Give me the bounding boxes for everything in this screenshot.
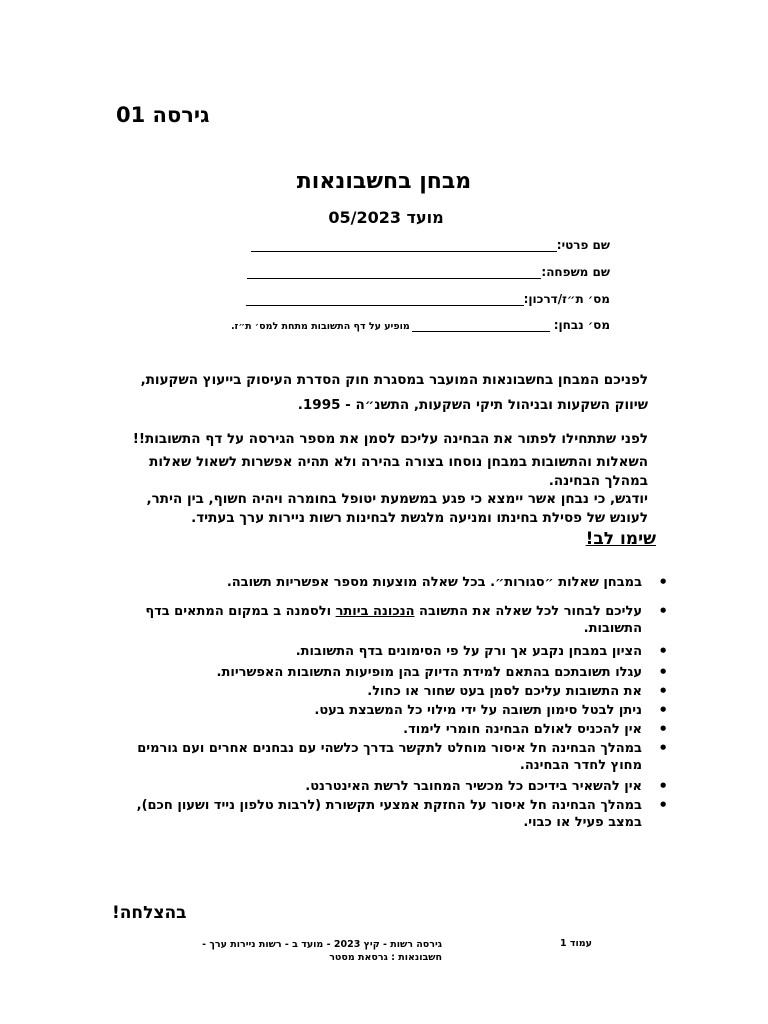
id-label: מס׳ ת״ז/דרכון: xyxy=(523,292,610,306)
version-instruction: לפני שתתחילו לפתור את הבחינה עליכם לסמן את מספר הגירסה על דף התשובות!! xyxy=(132,431,648,447)
footer-line-2: חשבונאות : גרסאת מסטר xyxy=(329,952,442,963)
last-name-label: שם משפחה: xyxy=(541,265,610,279)
rules-list xyxy=(124,574,672,831)
rule-item: • את התשובות עליכם לסמן בעט שחור או כחול. xyxy=(124,683,672,700)
rule-item: • ניתן לבטל סימון תשובה על ידי מילוי כל המשבצת בעט. xyxy=(124,702,672,719)
exam-title: מבחן בחשבונאות xyxy=(296,169,472,194)
first-name-label: שם פרטי: xyxy=(556,238,610,252)
version-label: גירסה 01 xyxy=(116,103,210,127)
footer-info xyxy=(112,938,442,964)
rule-text: ולסמנה ב במקום המתאים בדף התשובות. xyxy=(145,604,642,636)
rule-item: • במהלך הבחינה חל איסור מוחלט לתקשר בדרך כלשהי עם נבחנים אחרים ועם גורמים מחוץ לחדר הבחינה. xyxy=(124,740,672,774)
id-field xyxy=(230,292,610,306)
exam-number-line xyxy=(412,319,550,332)
discipline-note: יודגש, כי נבחן אשר יימצא כי פגע במשמעת יטופל בחומרה ויהיה חשוף, בין היתר, לעונש של פסילת בחינתו ומניעה מלגשת לבחינות רשות ניירות ערך בעתיד. xyxy=(146,491,648,526)
rule-text: עליכם לבחור לכל שאלה את התשובה xyxy=(414,604,642,619)
exam-session: מועד 05/2023 xyxy=(328,208,444,227)
rule-item: • עגלו תשובתכם בהתאם למידת הדיוק בהן מופיעות התשובות האפשריות. xyxy=(124,664,672,681)
exam-number-note: מופיע על דף התשובות מתחת למס׳ ת״ז. xyxy=(230,321,410,332)
first-name-field xyxy=(230,238,610,252)
page-number: עמוד 1 xyxy=(560,938,592,949)
first-name-line xyxy=(251,239,557,252)
intro-line-1: לפניכם המבחן בחשבונאות המועבר במסגרת חוק הסדרת העיסוק בייעוץ השקעות, xyxy=(140,372,648,388)
rule-item: • אין להכניס לאולם הבחינה חומרי לימוד. xyxy=(124,721,672,738)
rule-item: • הציון במבחן נקבע אך ורק על פי הסימונים בדף התשובות. xyxy=(124,643,672,660)
id-line xyxy=(246,293,524,306)
last-name-line xyxy=(247,266,541,279)
closing-text: בהצלחה! xyxy=(112,903,187,923)
clarity-note: השאלות והתשובות במבחן נוסחו בצורה בהירה ולא תהיה אפשרות לשאול שאלות במהלך הבחינה. xyxy=(149,454,648,489)
rule-item: • במהלך הבחינה חל איסור על החזקת אמצעי תקשורת (לרבות טלפון נייד ושעון חכם), במצב פעיל או כבוי. xyxy=(124,797,672,831)
exam-number-field xyxy=(230,318,610,332)
rule-item xyxy=(124,603,672,637)
rule-item: • במבחן שאלות ״סגורות״. בכל שאלה מוצעות מספר אפשריות תשובה. xyxy=(124,574,672,591)
attention-heading: שימו לב! xyxy=(585,529,656,549)
rule-item: • אין להשאיר בידיכם כל מכשיר המחובר לרשת האינטרנט. xyxy=(124,778,672,795)
footer-line-1: גירסה רשות - קיץ 2023 - מועד ב - רשות ניירות ערך - xyxy=(202,939,442,950)
intro-line-2: שיווק השקעות ובניהול תיקי השקעות, התשנ״ה - 1995. xyxy=(297,397,648,413)
last-name-field xyxy=(230,265,610,279)
exam-number-label: מס׳ נבחן: xyxy=(553,318,610,332)
rule-emphasis: הנכונה ביותר xyxy=(335,604,415,619)
